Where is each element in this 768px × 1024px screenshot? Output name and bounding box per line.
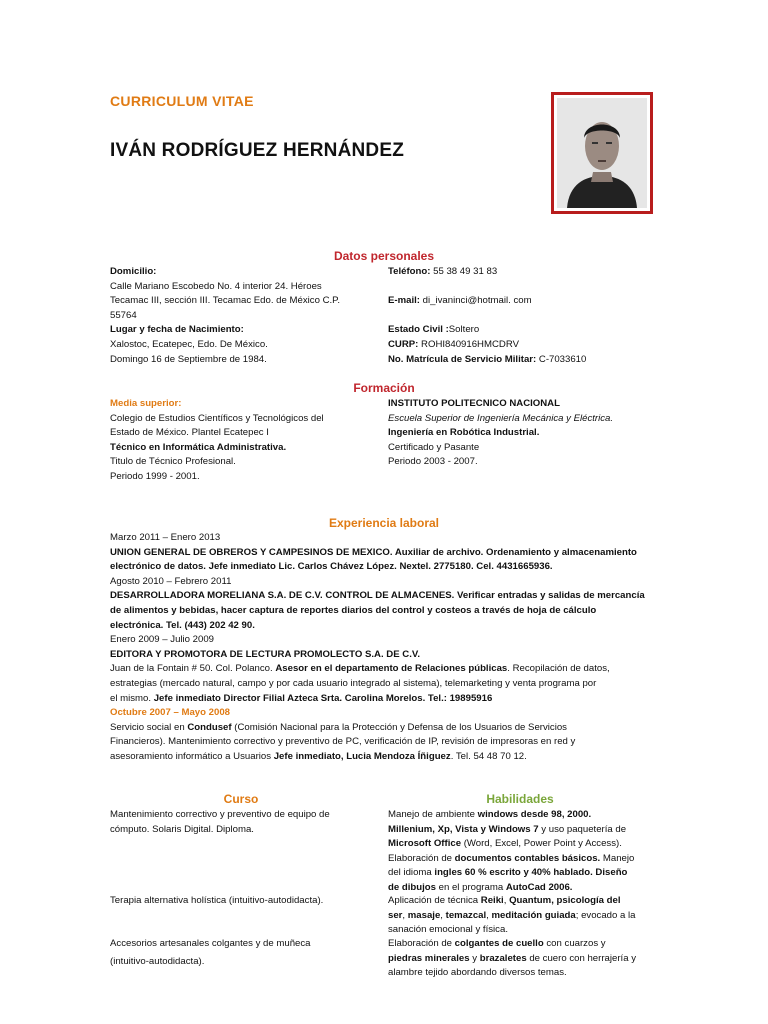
job-description: Financieros). Mantenimiento correctivo y preventivo de PC, verificación de IP, revisión de impresoras en red y: [110, 736, 576, 748]
text-run: de dibujos: [388, 881, 436, 893]
skill-line: sanación emocional y física.: [388, 924, 508, 936]
career-name: Técnico en Informática Administrativa.: [110, 441, 287, 453]
phone-row: [388, 265, 688, 280]
text-run: de cuero con herrajería y: [526, 952, 636, 964]
text-run: brazaletes: [479, 952, 527, 964]
text-run: Manejo: [600, 852, 635, 864]
course-item: Accesorios artesanales colgantes y de muñeca: [110, 938, 311, 949]
education-level: Media superior:: [110, 398, 182, 409]
course-item: Mantenimiento correctivo y preventivo de equipo de: [110, 809, 330, 820]
email-row: [388, 294, 688, 309]
text-run: y uso paquetería de: [538, 823, 627, 835]
curp-value: ROHI840916HMCDRV: [418, 338, 519, 350]
text-run: (Word, Excel, Power Point y Access).: [461, 838, 622, 850]
job-dates: Agosto 2010 – Febrero 2011: [110, 575, 232, 587]
curp-row: [388, 338, 688, 353]
job-dates: Marzo 2011 – Enero 2013: [110, 532, 221, 543]
domicilio-label: Domicilio:: [110, 266, 157, 277]
text-run: ,: [486, 909, 492, 921]
curso-list: [110, 808, 385, 837]
text-run: ingles 60 % escrito y 40% hablado. Diseño: [434, 867, 628, 879]
job-description: de alimentos y bebidas, hacer captura de reportes diarios del control y costeos a través de hoja de cálculo: [110, 604, 597, 616]
text-run: ,: [503, 895, 510, 906]
address-line: Tecamac III, sección III. Tecamac Edo. de México C.P.: [110, 295, 340, 307]
text-run: Servicio social en: [110, 721, 188, 733]
degree-name: Titulo de Técnico Profesional.: [110, 456, 236, 468]
skills-list: [388, 894, 663, 938]
job-description: electrónica. Tel. (443) 202 42 90.: [110, 619, 255, 631]
cv-title: CURRICULUM VITAE: [110, 93, 254, 109]
institution-name: INSTITUTO POLITECNICO NACIONAL: [388, 398, 560, 409]
personal-right-column: [388, 265, 688, 367]
text-run: (Comisión Nacional para la Protección y Defensa de los Usuarios de Servicios: [231, 721, 567, 733]
section-heading-formacion: Formación: [353, 381, 415, 395]
skill-line: alambre tejido abordando diversos temas.: [388, 967, 567, 979]
skills-list: [388, 937, 663, 981]
matricula-value: C-7033610: [536, 353, 587, 365]
experience-list: [110, 531, 670, 765]
birth-label: Lugar y fecha de Nacimiento:: [110, 324, 244, 336]
person-portrait-icon: [557, 98, 647, 208]
text-run: con cuarzos y: [543, 938, 606, 949]
text-run: asesoramiento informático a Usuarios: [110, 750, 274, 762]
school-name: Colegio de Estudios Científicos y Tecnológicos del: [110, 412, 324, 424]
skill-line: [388, 823, 663, 838]
person-name: IVÁN RODRÍGUEZ HERNÁNDEZ: [110, 140, 405, 161]
email-value: di_ivaninci@hotmail. com: [420, 295, 532, 307]
phone-label: Teléfono:: [388, 266, 431, 277]
text-run: , psicología del: [551, 895, 621, 906]
school-name: Escuela Superior de Ingeniería Mecánica y Eléctrica.: [388, 412, 614, 424]
text-run: Condusef: [187, 721, 232, 733]
course-item: cómputo. Solaris Digital. Diploma.: [110, 823, 254, 835]
skill-line: [388, 937, 663, 952]
job-description: DESARROLLADORA MORELIANA S.A. DE C.V. CONTROL DE ALMACENES. Verificar entradas y salidas de mercancía: [110, 590, 645, 602]
text-run: Microsoft Office: [388, 838, 462, 850]
text-run: colgantes de cuello: [454, 938, 544, 949]
job-description: estrategias (mercado natural, campo y por cada usuario integrado al sistema), telemarketing y venta programa por: [110, 677, 597, 689]
skill-line: [388, 866, 663, 881]
skill-line: [388, 909, 663, 924]
study-period: Periodo 1999 - 2001.: [110, 470, 200, 482]
text-run: . Recopilación de datos,: [507, 663, 610, 675]
job-description: electrónico de datos. Jefe inmediato Lic. Carlos Chávez López. Nextel. 2775180. Cel. 4431665936.: [110, 561, 553, 573]
address-line: Calle Mariano Escobedo No. 4 interior 24. Héroes: [110, 280, 322, 292]
job-description: [110, 692, 670, 707]
skill-line: [388, 952, 663, 967]
birth-place: Xalostoc, Ecatepec, Edo. De México.: [110, 338, 268, 350]
section-heading-curso: Curso: [223, 792, 259, 806]
text-run: en el programa: [435, 881, 506, 893]
job-description: [110, 662, 670, 677]
text-run: meditación guiada: [491, 909, 576, 921]
text-run: masaje: [407, 909, 441, 921]
job-description: [110, 721, 670, 736]
job-description: UNION GENERAL DE OBREROS Y CAMPESINOS DE MEXICO. Auxiliar de archivo. Ordenamiento y almacenamiento: [110, 546, 637, 558]
matricula-row: [388, 353, 688, 368]
address-line: 55764: [110, 309, 137, 321]
text-run: ser: [388, 909, 403, 921]
text-run: ; evocado a la: [575, 909, 636, 921]
formacion-left-column: [110, 397, 385, 485]
skill-line: [388, 808, 663, 823]
job-dates: Enero 2009 – Julio 2009: [110, 634, 215, 646]
civil-row: [388, 323, 688, 338]
formacion-right-column: [388, 397, 688, 470]
course-item: (intuitivo-autodidacta).: [110, 956, 205, 967]
section-heading-habilidades: Habilidades: [486, 792, 554, 806]
career-name: Ingeniería en Robótica Industrial.: [388, 427, 540, 439]
text-run: Reiki: [480, 895, 504, 906]
text-run: temazcal: [445, 909, 487, 921]
text-run: el mismo.: [110, 692, 154, 704]
text-run: Manejo de ambiente: [388, 809, 478, 820]
text-run: windows desde 98, 2000.: [477, 809, 592, 820]
job-company: EDITORA Y PROMOTORA DE LECTURA PROMOLECTO S.A. DE C.V.: [110, 648, 421, 660]
email-label: E-mail:: [388, 295, 420, 307]
text-run: documentos contables básicos.: [454, 852, 601, 864]
birth-date: Domingo 16 de Septiembre de 1984.: [110, 353, 267, 365]
text-run: AutoCad 2006.: [505, 881, 573, 893]
text-run: Asesor en el departamento de Relaciones públicas: [275, 663, 508, 675]
degree-name: Certificado y Pasante: [388, 441, 480, 453]
text-run: . Tel. 54 48 70 12.: [450, 750, 527, 762]
text-run: piedras minerales: [388, 952, 470, 964]
course-item: Terapia alternativa holística (intuitivo-autodidacta).: [110, 895, 324, 906]
skill-line: [388, 837, 663, 852]
job-description: [110, 750, 670, 765]
matricula-label: No. Matrícula de Servicio Militar:: [388, 353, 537, 365]
skill-line: [388, 894, 663, 909]
text-run: ,: [440, 909, 446, 921]
text-run: del idioma: [388, 867, 435, 879]
civil-label: Estado Civil :: [388, 324, 449, 336]
skill-line: [388, 852, 663, 867]
text-run: Jefe inmediato, Lucia Mendoza Íñiguez: [273, 750, 451, 762]
text-run: Millenium, Xp, Vista y Windows 7: [388, 823, 539, 835]
text-run: Elaboración de: [388, 852, 455, 864]
job-dates: Octubre 2007 – Mayo 2008: [110, 707, 230, 719]
text-run: Quantum: [509, 895, 552, 906]
civil-value: Soltero: [448, 324, 480, 336]
text-run: Aplicación de técnica: [388, 895, 481, 906]
text-run: Jefe inmediato Director Filial Azteca Srta. Carolina Morelos. Tel.: 19895916: [153, 692, 493, 704]
text-run: Elaboración de: [388, 938, 455, 949]
profile-photo: [551, 92, 653, 214]
curp-label: CURP:: [388, 338, 419, 350]
text-run: Juan de la Fontain # 50. Col. Polanco.: [110, 663, 276, 675]
phone-value: 55 38 49 31 83: [430, 266, 498, 277]
section-heading-experiencia: Experiencia laboral: [328, 516, 440, 530]
study-period: Periodo 2003 - 2007.: [388, 456, 478, 468]
personal-left-column: [110, 265, 380, 367]
text-run: ,: [402, 909, 408, 921]
skills-list: [388, 808, 663, 896]
school-name: Estado de México. Plantel Ecatepec I: [110, 427, 269, 439]
section-heading-personal: Datos personales: [333, 249, 435, 263]
text-run: y: [469, 952, 480, 964]
